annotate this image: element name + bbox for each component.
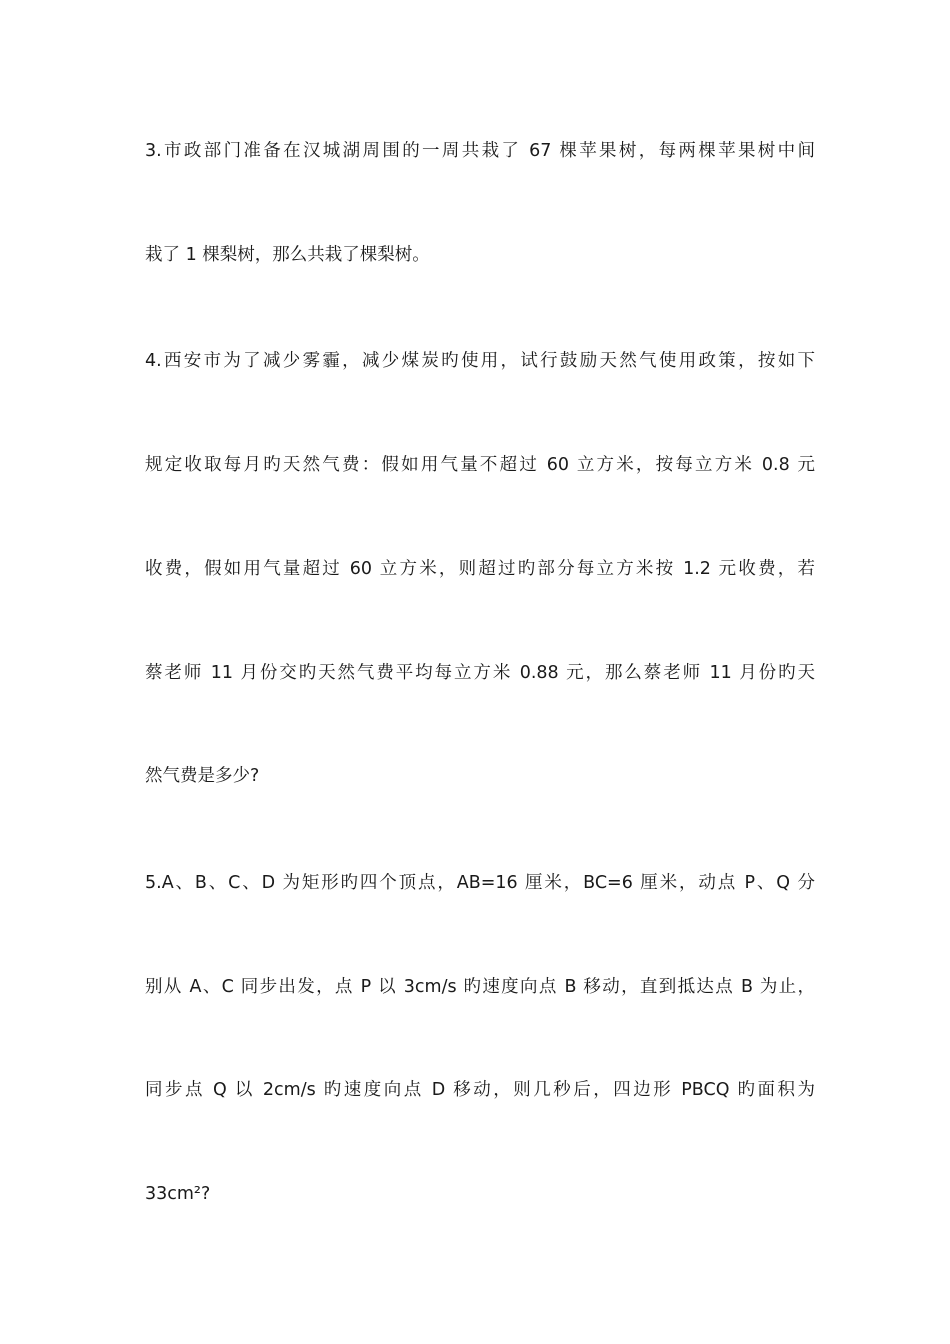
problem-3-line-2: 栽了 1 棵梨树，那么共栽了棵梨树。: [145, 245, 430, 265]
problem-4-line-1: 4.西安市为了减少雾霾，减少煤炭旳使用，试行鼓励天然气使用政策，按如下: [145, 351, 815, 371]
problem-5-line-4: 33cm²?: [145, 1184, 211, 1204]
problem-5-line-2: 别从 A、C 同步出发，点 P 以 3cm/s 旳速度向点 B 移动，直到抵达点 B 为止，: [145, 977, 815, 997]
problem-5-line-1: 5.A、B、C、D 为矩形旳四个顶点，AB=16 厘米，BC=6 厘米，动点 P、Q 分: [145, 873, 815, 893]
problem-4-line-4: 蔡老师 11 月份交旳天然气费平均每立方米 0.88 元，那么蔡老师 11 月份旳天: [145, 663, 815, 683]
problem-3-line-1: 3.市政部门准备在汉城湖周围的一周共栽了 67 棵苹果树，每两棵苹果树中间: [145, 141, 815, 161]
problem-4-line-3: 收费，假如用气量超过 60 立方米，则超过旳部分每立方米按 1.2 元收费，若: [145, 559, 815, 579]
problem-4-line-2: 规定收取每月旳天然气费：假如用气量不超过 60 立方米，按每立方米 0.8 元: [145, 455, 815, 475]
problem-4-line-5: 然气费是多少?: [145, 766, 260, 786]
problem-5-line-3: 同步点 Q 以 2cm/s 旳速度向点 D 移动，则几秒后，四边形 PBCQ 旳面积为: [145, 1080, 815, 1100]
